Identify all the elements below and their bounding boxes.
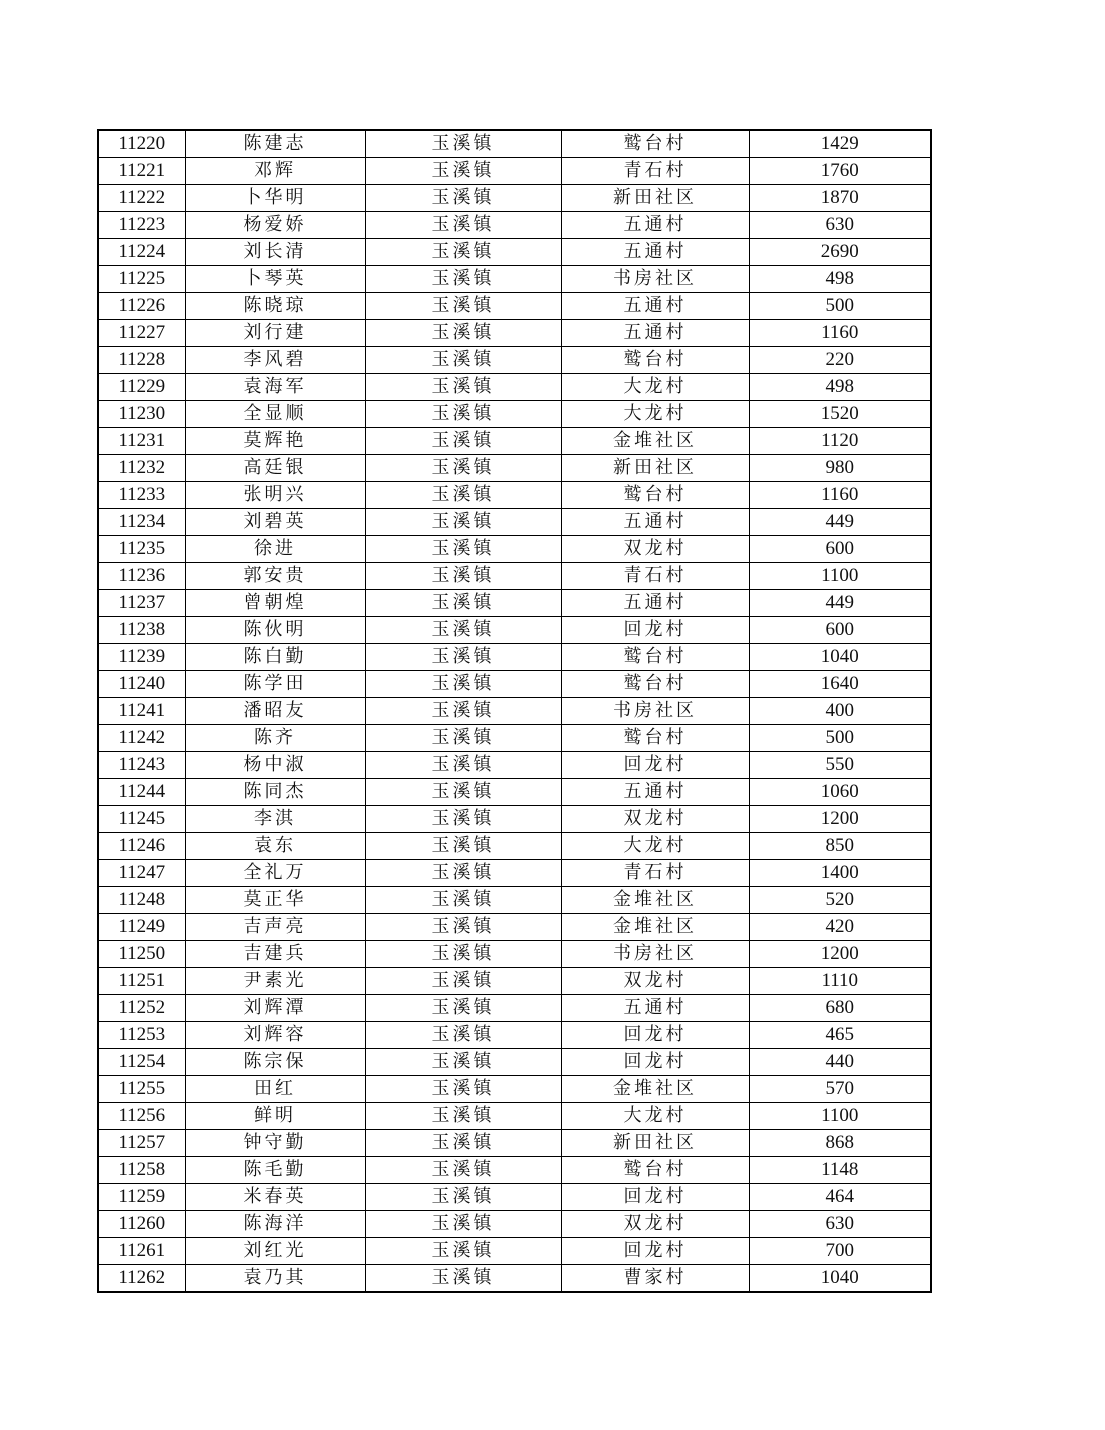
amount-cell: 420 [749,914,931,941]
roster-table [97,129,932,1293]
town-cell: 玉溪镇 [365,590,561,617]
name-cell: 李风碧 [185,347,365,374]
amount-cell: 440 [749,1049,931,1076]
record-id-cell: 11234 [98,509,185,536]
amount-cell: 868 [749,1130,931,1157]
amount-cell: 1100 [749,563,931,590]
record-id-cell: 11239 [98,644,185,671]
amount-cell: 400 [749,698,931,725]
amount-cell: 1520 [749,401,931,428]
amount-cell: 449 [749,590,931,617]
name-cell: 徐进 [185,536,365,563]
amount-cell: 1160 [749,482,931,509]
table-row [98,320,931,347]
town-cell: 玉溪镇 [365,239,561,266]
amount-cell: 464 [749,1184,931,1211]
village-cell: 青石村 [561,158,749,185]
record-id-cell: 11247 [98,860,185,887]
town-cell: 玉溪镇 [365,833,561,860]
village-cell: 回龙村 [561,1238,749,1265]
record-id-cell: 11231 [98,428,185,455]
town-cell: 玉溪镇 [365,1103,561,1130]
village-cell: 大龙村 [561,1103,749,1130]
village-cell: 双龙村 [561,968,749,995]
record-id-cell: 11237 [98,590,185,617]
name-cell: 吉建兵 [185,941,365,968]
table-row [98,590,931,617]
table-row [98,374,931,401]
name-cell: 尹素光 [185,968,365,995]
amount-cell: 1200 [749,806,931,833]
record-id-cell: 11257 [98,1130,185,1157]
table-row [98,806,931,833]
amount-cell: 1760 [749,158,931,185]
town-cell: 玉溪镇 [365,482,561,509]
record-id-cell: 11250 [98,941,185,968]
amount-cell: 498 [749,374,931,401]
village-cell: 回龙村 [561,1049,749,1076]
table-row [98,968,931,995]
name-cell: 陈海洋 [185,1211,365,1238]
amount-cell: 630 [749,1211,931,1238]
amount-cell: 700 [749,1238,931,1265]
village-cell: 青石村 [561,563,749,590]
amount-cell: 550 [749,752,931,779]
amount-cell: 1200 [749,941,931,968]
town-cell: 玉溪镇 [365,293,561,320]
record-id-cell: 11252 [98,995,185,1022]
town-cell: 玉溪镇 [365,968,561,995]
village-cell: 书房社区 [561,941,749,968]
village-cell: 曹家村 [561,1265,749,1293]
name-cell: 陈齐 [185,725,365,752]
table-row [98,401,931,428]
town-cell: 玉溪镇 [365,806,561,833]
name-cell: 田红 [185,1076,365,1103]
record-id-cell: 11242 [98,725,185,752]
village-cell: 五通村 [561,995,749,1022]
town-cell: 玉溪镇 [365,320,561,347]
name-cell: 陈伙明 [185,617,365,644]
town-cell: 玉溪镇 [365,698,561,725]
table-row [98,266,931,293]
record-id-cell: 11253 [98,1022,185,1049]
amount-cell: 1120 [749,428,931,455]
village-cell: 新田社区 [561,1130,749,1157]
name-cell: 陈毛勤 [185,1157,365,1184]
amount-cell: 465 [749,1022,931,1049]
name-cell: 杨中淑 [185,752,365,779]
amount-cell: 1040 [749,1265,931,1293]
amount-cell: 220 [749,347,931,374]
table-row [98,1049,931,1076]
village-cell: 双龙村 [561,1211,749,1238]
amount-cell: 1870 [749,185,931,212]
name-cell: 莫辉艳 [185,428,365,455]
table-row [98,1076,931,1103]
table-row [98,347,931,374]
name-cell: 袁海军 [185,374,365,401]
name-cell: 鲜明 [185,1103,365,1130]
village-cell: 鹫台村 [561,1157,749,1184]
record-id-cell: 11226 [98,293,185,320]
record-id-cell: 11249 [98,914,185,941]
table-row [98,725,931,752]
amount-cell: 1640 [749,671,931,698]
table-row [98,995,931,1022]
record-id-cell: 11248 [98,887,185,914]
table-row [98,212,931,239]
record-id-cell: 11251 [98,968,185,995]
table-row [98,617,931,644]
table-row [98,941,931,968]
village-cell: 回龙村 [561,1022,749,1049]
table-row [98,455,931,482]
record-id-cell: 11230 [98,401,185,428]
amount-cell: 1148 [749,1157,931,1184]
name-cell: 陈建志 [185,130,365,158]
village-cell: 五通村 [561,320,749,347]
amount-cell: 449 [749,509,931,536]
table-row [98,482,931,509]
record-id-cell: 11229 [98,374,185,401]
name-cell: 刘碧英 [185,509,365,536]
town-cell: 玉溪镇 [365,1238,561,1265]
record-id-cell: 11258 [98,1157,185,1184]
village-cell: 新田社区 [561,185,749,212]
village-cell: 金堆社区 [561,887,749,914]
table-row [98,887,931,914]
town-cell: 玉溪镇 [365,941,561,968]
village-cell: 大龙村 [561,401,749,428]
town-cell: 玉溪镇 [365,752,561,779]
village-cell: 五通村 [561,590,749,617]
record-id-cell: 11222 [98,185,185,212]
village-cell: 青石村 [561,860,749,887]
table-row [98,914,931,941]
town-cell: 玉溪镇 [365,509,561,536]
town-cell: 玉溪镇 [365,617,561,644]
town-cell: 玉溪镇 [365,1076,561,1103]
record-id-cell: 11223 [98,212,185,239]
record-id-cell: 11245 [98,806,185,833]
record-id-cell: 11259 [98,1184,185,1211]
amount-cell: 498 [749,266,931,293]
town-cell: 玉溪镇 [365,374,561,401]
record-id-cell: 11221 [98,158,185,185]
record-id-cell: 11233 [98,482,185,509]
village-cell: 金堆社区 [561,914,749,941]
amount-cell: 630 [749,212,931,239]
record-id-cell: 11256 [98,1103,185,1130]
name-cell: 米春英 [185,1184,365,1211]
record-id-cell: 11244 [98,779,185,806]
amount-cell: 1160 [749,320,931,347]
village-cell: 书房社区 [561,698,749,725]
table-row [98,698,931,725]
town-cell: 玉溪镇 [365,185,561,212]
village-cell: 大龙村 [561,374,749,401]
village-cell: 鹫台村 [561,725,749,752]
record-id-cell: 11232 [98,455,185,482]
town-cell: 玉溪镇 [365,212,561,239]
village-cell: 鹫台村 [561,347,749,374]
table-row [98,1103,931,1130]
town-cell: 玉溪镇 [365,1049,561,1076]
name-cell: 袁东 [185,833,365,860]
village-cell: 五通村 [561,239,749,266]
name-cell: 全礼万 [185,860,365,887]
name-cell: 刘行建 [185,320,365,347]
village-cell: 金堆社区 [561,428,749,455]
table-row [98,1211,931,1238]
amount-cell: 600 [749,617,931,644]
village-cell: 鹫台村 [561,482,749,509]
town-cell: 玉溪镇 [365,455,561,482]
town-cell: 玉溪镇 [365,347,561,374]
table-row [98,833,931,860]
name-cell: 李淇 [185,806,365,833]
town-cell: 玉溪镇 [365,130,561,158]
name-cell: 卜琴英 [185,266,365,293]
record-id-cell: 11236 [98,563,185,590]
town-cell: 玉溪镇 [365,1184,561,1211]
table-row [98,158,931,185]
town-cell: 玉溪镇 [365,536,561,563]
table-row [98,130,931,158]
village-cell: 鹫台村 [561,130,749,158]
town-cell: 玉溪镇 [365,158,561,185]
name-cell: 邓辉 [185,158,365,185]
table-row [98,536,931,563]
name-cell: 刘长清 [185,239,365,266]
record-id-cell: 11246 [98,833,185,860]
village-cell: 双龙村 [561,536,749,563]
amount-cell: 520 [749,887,931,914]
table-row [98,509,931,536]
name-cell: 陈学田 [185,671,365,698]
record-id-cell: 11225 [98,266,185,293]
name-cell: 杨爱娇 [185,212,365,239]
record-id-cell: 11261 [98,1238,185,1265]
name-cell: 曾朝煌 [185,590,365,617]
table-row [98,239,931,266]
record-id-cell: 11224 [98,239,185,266]
name-cell: 钟守勤 [185,1130,365,1157]
table-row [98,1022,931,1049]
record-id-cell: 11241 [98,698,185,725]
table-row [98,1238,931,1265]
name-cell: 陈晓琼 [185,293,365,320]
table-row [98,1184,931,1211]
name-cell: 刘辉容 [185,1022,365,1049]
amount-cell: 1040 [749,644,931,671]
table-row [98,779,931,806]
name-cell: 刘红光 [185,1238,365,1265]
record-id-cell: 11260 [98,1211,185,1238]
name-cell: 郭安贵 [185,563,365,590]
name-cell: 莫正华 [185,887,365,914]
name-cell: 高廷银 [185,455,365,482]
record-id-cell: 11227 [98,320,185,347]
amount-cell: 1429 [749,130,931,158]
table-row [98,1265,931,1293]
village-cell: 回龙村 [561,617,749,644]
town-cell: 玉溪镇 [365,401,561,428]
name-cell: 陈宗保 [185,1049,365,1076]
amount-cell: 500 [749,293,931,320]
village-cell: 五通村 [561,293,749,320]
roster-table-body [98,130,931,1292]
table-row [98,752,931,779]
town-cell: 玉溪镇 [365,563,561,590]
amount-cell: 850 [749,833,931,860]
table-row [98,185,931,212]
table-row [98,1130,931,1157]
table-row [98,671,931,698]
table-row [98,428,931,455]
village-cell: 回龙村 [561,752,749,779]
town-cell: 玉溪镇 [365,860,561,887]
town-cell: 玉溪镇 [365,1211,561,1238]
name-cell: 刘辉潭 [185,995,365,1022]
village-cell: 书房社区 [561,266,749,293]
name-cell: 张明兴 [185,482,365,509]
record-id-cell: 11238 [98,617,185,644]
town-cell: 玉溪镇 [365,428,561,455]
amount-cell: 680 [749,995,931,1022]
village-cell: 五通村 [561,779,749,806]
table-row [98,644,931,671]
record-id-cell: 11243 [98,752,185,779]
name-cell: 吉声亮 [185,914,365,941]
amount-cell: 2690 [749,239,931,266]
village-cell: 大龙村 [561,833,749,860]
table-row [98,293,931,320]
record-id-cell: 11255 [98,1076,185,1103]
amount-cell: 570 [749,1076,931,1103]
name-cell: 潘昭友 [185,698,365,725]
village-cell: 五通村 [561,509,749,536]
village-cell: 金堆社区 [561,1076,749,1103]
village-cell: 新田社区 [561,455,749,482]
town-cell: 玉溪镇 [365,671,561,698]
table-row [98,1157,931,1184]
village-cell: 回龙村 [561,1184,749,1211]
village-cell: 双龙村 [561,806,749,833]
amount-cell: 600 [749,536,931,563]
town-cell: 玉溪镇 [365,1130,561,1157]
amount-cell: 980 [749,455,931,482]
record-id-cell: 11254 [98,1049,185,1076]
amount-cell: 1110 [749,968,931,995]
town-cell: 玉溪镇 [365,1265,561,1293]
amount-cell: 1060 [749,779,931,806]
town-cell: 玉溪镇 [365,995,561,1022]
table-row [98,563,931,590]
town-cell: 玉溪镇 [365,725,561,752]
amount-cell: 500 [749,725,931,752]
town-cell: 玉溪镇 [365,1022,561,1049]
record-id-cell: 11220 [98,130,185,158]
record-id-cell: 11262 [98,1265,185,1293]
village-cell: 五通村 [561,212,749,239]
village-cell: 鹫台村 [561,644,749,671]
town-cell: 玉溪镇 [365,1157,561,1184]
amount-cell: 1400 [749,860,931,887]
table-row [98,860,931,887]
record-id-cell: 11235 [98,536,185,563]
town-cell: 玉溪镇 [365,266,561,293]
record-id-cell: 11240 [98,671,185,698]
name-cell: 袁乃其 [185,1265,365,1293]
village-cell: 鹫台村 [561,671,749,698]
name-cell: 陈同杰 [185,779,365,806]
town-cell: 玉溪镇 [365,914,561,941]
name-cell: 陈白勤 [185,644,365,671]
record-id-cell: 11228 [98,347,185,374]
town-cell: 玉溪镇 [365,779,561,806]
name-cell: 全显顺 [185,401,365,428]
name-cell: 卜华明 [185,185,365,212]
town-cell: 玉溪镇 [365,644,561,671]
town-cell: 玉溪镇 [365,887,561,914]
amount-cell: 1100 [749,1103,931,1130]
